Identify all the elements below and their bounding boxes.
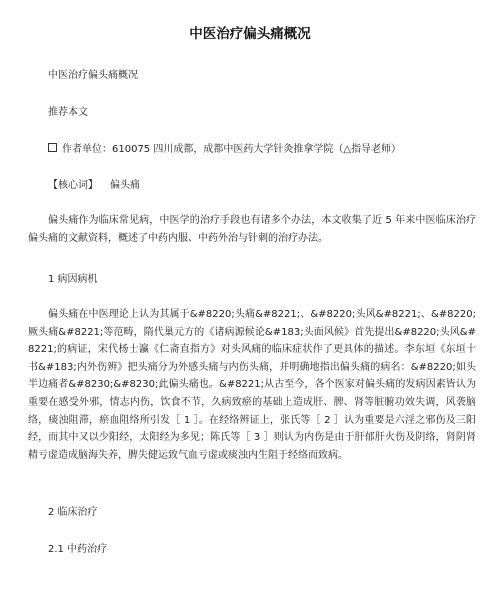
author-unit-text: 作者单位：610075 四川成都，成都中医药大学针灸推拿学院（△指导老师） xyxy=(62,144,402,155)
keywords-label: 【核心词】 xyxy=(48,180,98,191)
section-2-1-heading: 2.1 中药治疗 xyxy=(48,544,108,555)
section-1-body: 偏头痛在中医理论上认为其属于&#8220;头痛&#8221;、&#8220;头风&#8221;、&#8220;厥头痛&#8221;等范畴，隋代巢元方的《诸病源候论&#183;头面风候》首先提出&#8220;头风&#8221;的病证，宋代杨士瀛《仁斋直指方》对头风痛的临床症状作了更具体的描述。李东垣《东垣十书&#183;内外伤辨》把头痛分为外感头痛与内伤头痛，并明确地指出偏头痛的病名：&#8220;如头半边痛者&#8230;&#8230;此偏头痛也。&#8221;从古至今，各个医家对偏头痛的发病因素皆认为重要在感受外邪，情志内伤，饮食不节，久病致瘀的基础上造成肝、脾、肾等脏腑功效失调，风袭脑络，痰浊阻滞，瘀血阻络所引发［ 1 ］。在经络辨证上，张氏等［ 2 ］认为重要是六淫之邪伤及三阳经，而其中又以少阳经，太阳经为多见；陈氏等［ 3 ］则认为内伤是由于肝郁肝火伤及阴络，肾阴肾精亏虚造成脑海失养，脾失健运致气血亏虚或痰浊内生阻于经络而致病。 xyxy=(28,309,476,461)
abstract-paragraph: 偏头痛作为临床常见病，中医学的治疗手段也有诸多个办法，本文收集了近 5 年来中医临床治疗偏头痛的文献资料，概述了中药内服、中药外治与针刺的治疗办法。 xyxy=(28,215,476,244)
section-1-heading: 1 病因病机 xyxy=(48,274,98,285)
checkbox-square-icon xyxy=(48,143,57,152)
document-title: 中医治疗偏头痛概况 xyxy=(189,26,311,42)
keywords-line xyxy=(48,179,140,192)
section-2-heading: 2 临床治疗 xyxy=(48,507,98,518)
document-subtitle: 中医治疗偏头痛概况 xyxy=(48,70,138,81)
keywords-value: 偏头痛 xyxy=(110,180,140,191)
recommend-link[interactable]: 推荐本文 xyxy=(48,107,88,118)
author-unit xyxy=(48,143,401,156)
